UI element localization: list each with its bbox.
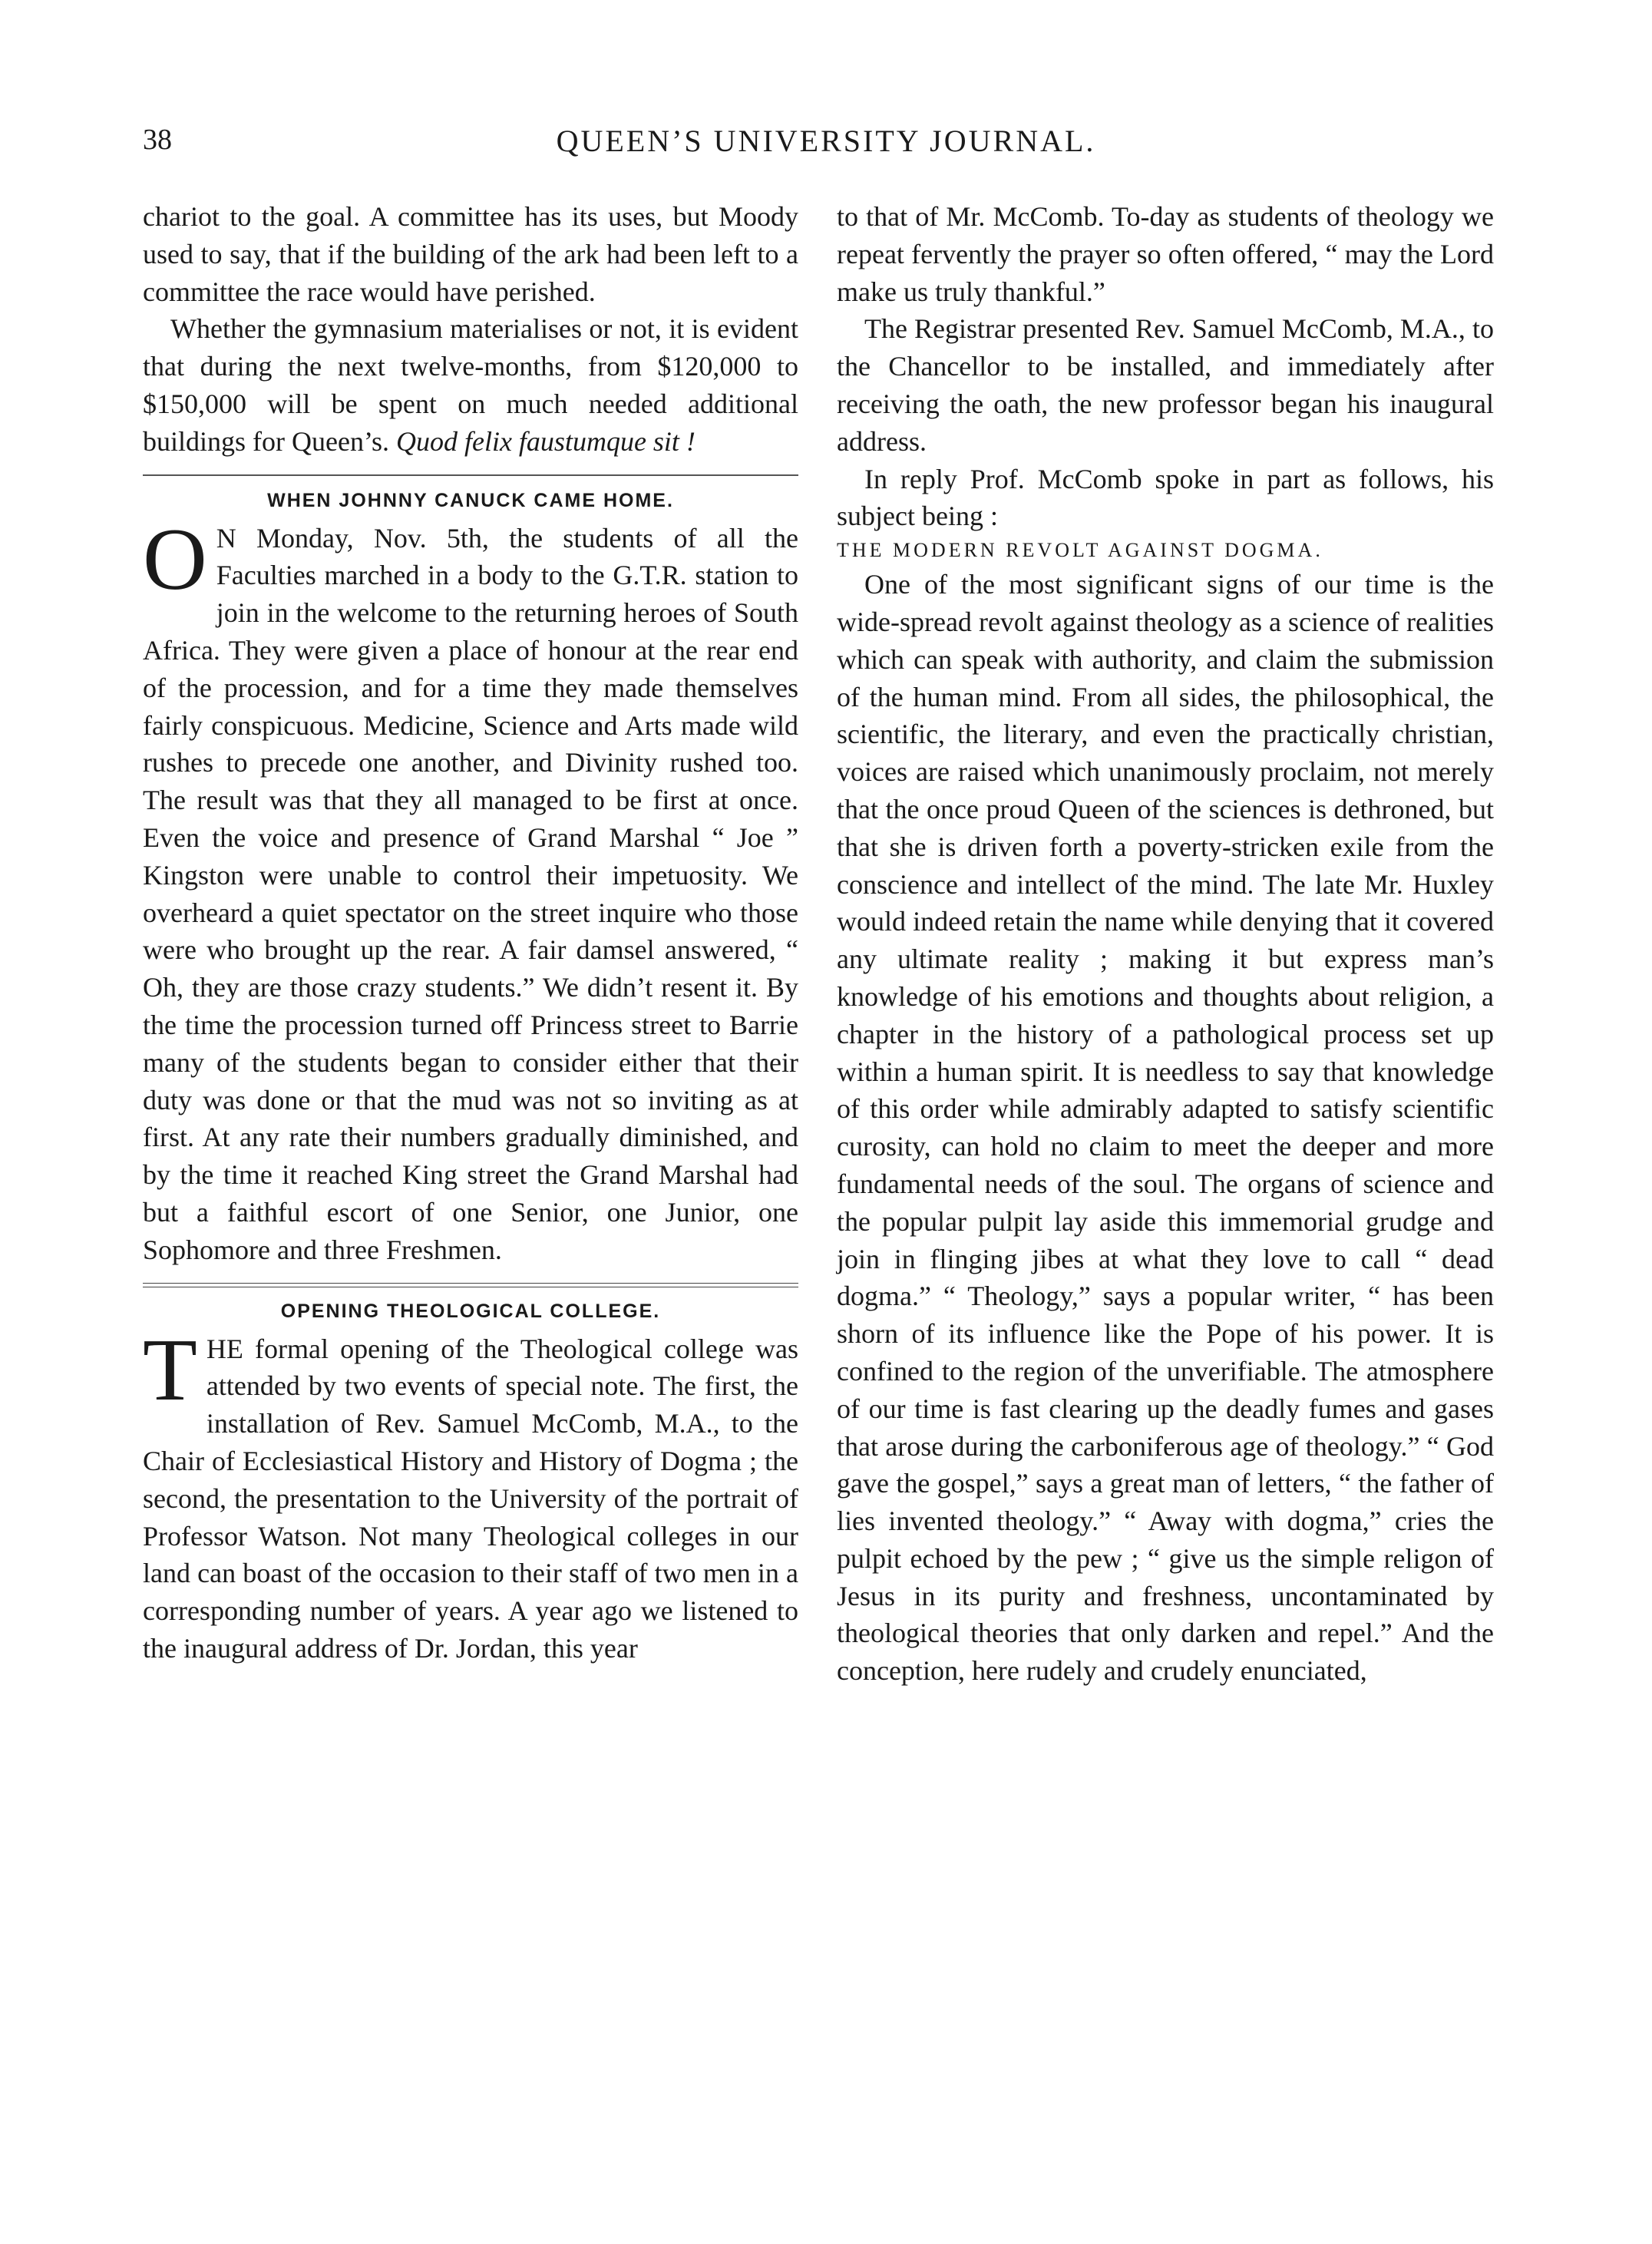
drop-cap: T — [143, 1320, 197, 1419]
running-title: QUEEN’S UNIVERSITY JOURNAL. — [556, 124, 1096, 158]
section-title: OPENING THEOLOGICAL COLLEGE. — [280, 1300, 661, 1322]
subheading: THE MODERN REVOLT AGAINST DOGMA. — [837, 539, 1323, 562]
section-title: WHEN JOHNNY CANUCK CAME HOME. — [267, 489, 674, 511]
latin-phrase: Quod felix faustumque sit ! — [395, 425, 695, 457]
paragraph — [143, 1320, 798, 1667]
paragraph: In reply Prof. McComb spoke in part as follows, his subject being : — [837, 463, 1494, 532]
page-header — [0, 123, 1652, 169]
page-number: 38 — [143, 124, 172, 156]
right-column — [837, 198, 1494, 1690]
paragraph-text: Whether the gymnasium materialises or not, it is evident that during the next twelve-months, from $120,000 to $150,000 will be spent on much needed additional buildings for Queen’s. — [143, 313, 798, 457]
paragraph-text: N Monday, Nov. 5th, the students of all the Faculties marched in a body to the G.T.R. station to join in the welcome to the returning heroes of South Africa. They were given a place of honour at the rear end of the procession, and for a time they made themselves fairly conspicuous. Medicine, Science and Arts made wild rushes to precede one another, and Divinity rushed too. The result was that they all managed to be first at once. Even the voice and presence of Grand Marshal “ Joe ” Kingston were unable to control their impetuosity. We overheard a quiet spectator on the street inquire who those were who brought up the rear. A fair damsel answered, “ Oh, they are those crazy students.” We didn’t resent it. By the time the procession turned off Princess street to Barrie many of the students began to consider either that their duty was done or that the mud was not so inviting as at first. At any rate their numbers gradually diminished, and by the time it reached King street the Grand Marshal had but a faithful escort of one Senior, one Junior, one Sophomore and three Freshmen. — [143, 522, 798, 1265]
left-column — [143, 198, 798, 1667]
drop-cap: O — [143, 510, 207, 609]
paragraph: The Registrar presented Rev. Samuel McComb, M.A., to the Chancellor to be installed, and immediately after receiving the oath, the new professor began his inaugural address. — [837, 313, 1494, 457]
paragraph-text: HE formal opening of the Theological college was attended by two events of special note. The first, the installation of Rev. Samuel McComb, M.A., to the Chair of Ecclesiastical History and History of Dogma ; the second, the presentation to the University of the portrait of Professor Watson. Not many Theological colleges in our land can boast of the occasion to their staff of two men in a corresponding number of years. A year ago we listened to the inaugural address of Dr. Jordan, this year — [143, 1333, 798, 1664]
paragraph: to that of Mr. McComb. To-day as students of theology we repeat fervently the prayer so often offered, “ may the Lord make us truly thankful.” — [837, 201, 1494, 307]
paragraph — [143, 510, 798, 1269]
divider — [143, 474, 798, 477]
paragraph — [143, 310, 798, 460]
paragraph: One of the most significant signs of our time is the wide-spread revolt against theology as a science of realities which can speak with authority, and claim the submission of the human mind. From all sides, the philosophical, the scientific, the literary, and even the practically christian, voices are raised which unanimously proclaim, not merely that the once proud Queen of the sciences is dethroned, but that she is driven forth a poverty-stricken exile from the conscience and intellect of the mind. The late Mr. Huxley would indeed retain the name while denying that it covered any ultimate reality ; making it but express man’s knowledge of his emotions and thoughts about religion, a chapter in the history of a pathological process set up within a human spirit. It is needless to say that knowledge of this order while admirably adapted to satisfy scientific curosity, can hold no claim to meet the deeper and more fundamental needs of the soul. The organs of science and the popular pulpit lay aside this immemorial grudge and join in flinging jibes at what they love to call “ dead dogma.” “ Theology,” says a popular writer, “ has been shorn of its influence like the Pope of his power. It is confined to the region of the unverifiable. The atmosphere of our time is fast clearing up the deadly fumes and gases that arose during the carboniferous age of theology.” “ God gave the gospel,” says a great man of letters, “ the father of lies invented theology.” “ Away with dogma,” cries the pulpit echoed by the pew ; “ give us the simple religon of Jesus in its purity and freshness, uncontaminated by theological theories that only darken and repel.” And the conception, here rudely and crudely enunciated, — [837, 569, 1494, 1687]
divider — [143, 1283, 798, 1287]
paragraph: chariot to the goal. A committee has its uses, but Moody used to say, that if the building of the ark had been left to a committee the race would have perished. — [143, 201, 798, 307]
